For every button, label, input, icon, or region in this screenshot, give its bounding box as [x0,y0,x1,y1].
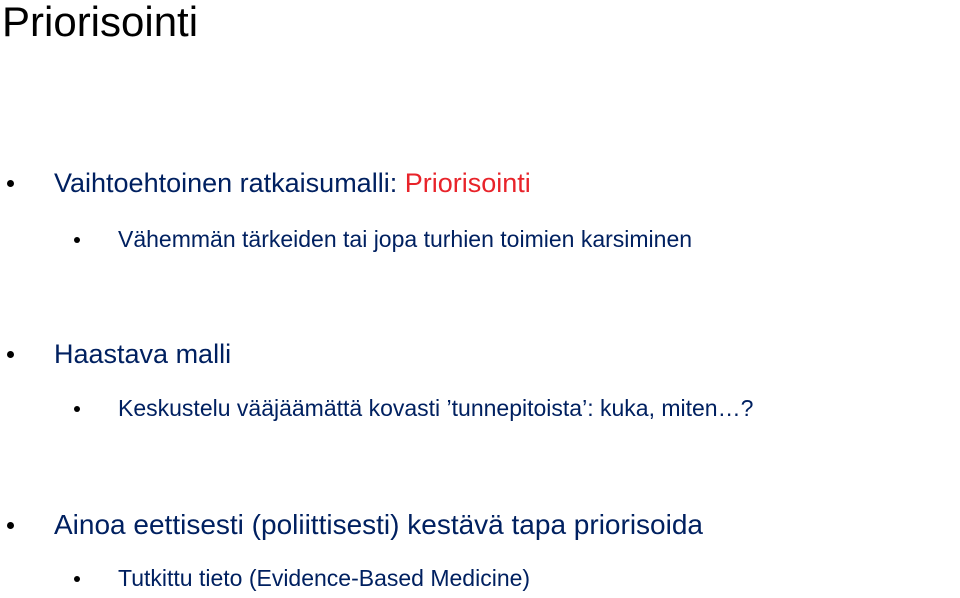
bullet-text-prefix: Vaihtoehtoinen ratkaisumalli: [54,168,405,198]
bullet-text [54,167,531,199]
bullet-text-highlight: Priorisointi [404,168,531,198]
bullet-text: Tutkittu tieto (Evidence-Based Medicine) [118,565,531,591]
bullet-text: Ainoa eettisesti (poliittisesti) kestävä tapa priorisoida [54,509,703,540]
bullet-dot-icon [7,180,14,187]
bullet-text: Haastava malli [54,339,232,369]
bullet-dot-icon [74,576,80,582]
slide-title: Priorisointi [2,0,199,45]
bullet-dot-icon [7,351,14,358]
bullet-dot-icon [74,237,80,243]
bullet-dot-icon [74,406,80,412]
bullet-text: Vähemmän tärkeiden tai jopa turhien toimien karsiminen [118,226,693,252]
bullet-dot-icon [7,522,14,529]
bullet-text: Keskustelu vääjäämättä kovasti ’tunnepitoista’: kuka, miten…? [118,395,754,421]
